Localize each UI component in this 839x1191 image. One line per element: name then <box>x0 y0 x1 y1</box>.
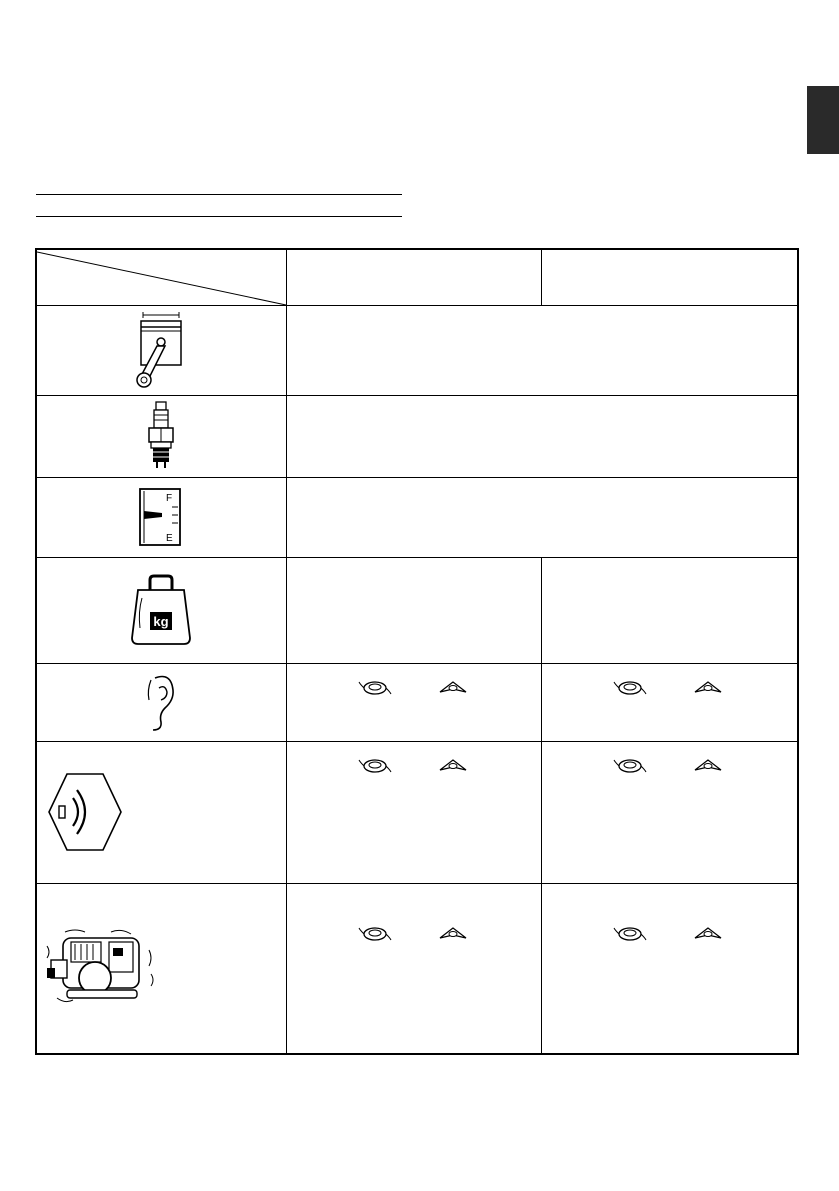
sound-power-icon <box>37 742 286 883</box>
sound-pressure-value-a <box>287 704 541 718</box>
gauge-full-label: F <box>166 493 173 504</box>
specifications-table <box>35 248 799 1055</box>
sound-power-value-a <box>287 782 541 796</box>
vibration-engine-icon <box>37 884 286 1054</box>
table-header-row <box>36 249 798 305</box>
sound-power-value-b <box>542 782 798 796</box>
table-row <box>36 305 798 395</box>
blade-head-icon <box>436 756 470 776</box>
weight-value-a <box>286 557 541 663</box>
spark-plug-icon <box>37 396 286 477</box>
sound-power-cell-b <box>541 741 798 883</box>
sound-pressure-cell-b <box>541 663 798 741</box>
fuel-capacity-value <box>286 477 798 557</box>
icon-cell <box>36 883 286 1054</box>
gauge-empty-label: E <box>166 533 173 544</box>
blade-head-icon <box>691 924 725 944</box>
vibration-cell-a <box>286 883 541 1054</box>
table-row <box>36 741 798 883</box>
header-corner-cell <box>36 249 286 305</box>
vibration-value-b <box>542 950 798 964</box>
title-underline-bottom <box>36 216 402 217</box>
nylon-cord-head-icon <box>358 678 392 698</box>
vibration-cell-b <box>541 883 798 1054</box>
blade-head-icon <box>436 924 470 944</box>
header-model-a <box>286 249 541 305</box>
weight-value-b <box>541 557 798 663</box>
nylon-cord-head-icon <box>613 756 647 776</box>
blade-head-icon <box>691 756 725 776</box>
blade-head-icon <box>691 678 725 698</box>
diagonal-divider <box>37 250 287 306</box>
cutting-head-variants <box>542 678 798 698</box>
title-underline-top <box>36 194 402 195</box>
table-row <box>36 477 798 557</box>
cutting-head-variants <box>287 756 541 776</box>
icon-cell <box>36 395 286 477</box>
nylon-cord-head-icon <box>613 924 647 944</box>
ear-icon <box>37 664 286 741</box>
cutting-head-variants <box>542 924 798 944</box>
section-tab-marker <box>807 86 839 154</box>
icon-cell <box>36 305 286 395</box>
header-model-b <box>541 249 798 305</box>
table-row <box>36 395 798 477</box>
nylon-cord-head-icon <box>358 756 392 776</box>
spark-plug-value <box>286 395 798 477</box>
weight-unit-label: kg <box>153 614 169 629</box>
vibration-value-a <box>287 950 541 964</box>
fuel-gauge-icon <box>37 478 286 557</box>
sound-power-cell-a <box>286 741 541 883</box>
cutting-head-variants <box>287 678 541 698</box>
nylon-cord-head-icon <box>613 678 647 698</box>
weight-kg-icon <box>37 558 286 663</box>
sound-pressure-cell-a <box>286 663 541 741</box>
cutting-head-variants <box>542 756 798 776</box>
icon-cell <box>36 663 286 741</box>
table-row <box>36 557 798 663</box>
icon-cell <box>36 557 286 663</box>
sound-pressure-value-b <box>542 704 798 718</box>
icon-cell <box>36 477 286 557</box>
blade-head-icon <box>436 678 470 698</box>
piston-icon <box>37 306 286 395</box>
nylon-cord-head-icon <box>358 924 392 944</box>
displacement-value <box>286 305 798 395</box>
table-row <box>36 663 798 741</box>
icon-cell <box>36 741 286 883</box>
cutting-head-variants <box>287 924 541 944</box>
table-row <box>36 883 798 1054</box>
